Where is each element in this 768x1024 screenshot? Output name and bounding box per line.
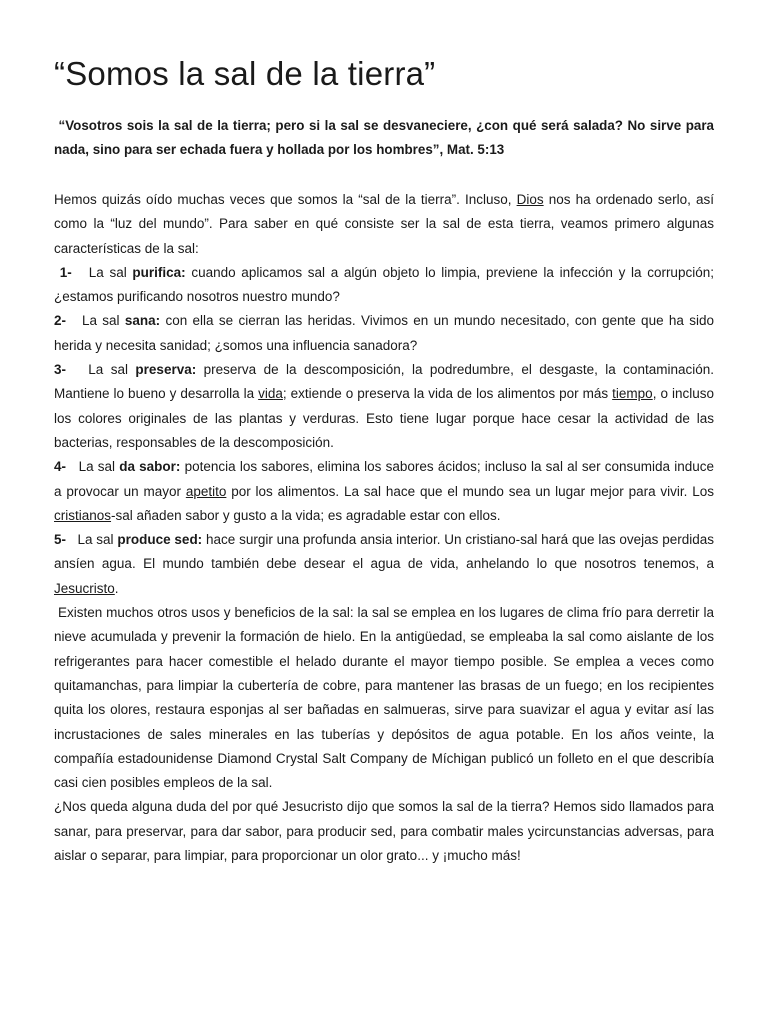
link-jesucristo[interactable]: Jesucristo	[54, 580, 115, 596]
item-keyword: purifica:	[132, 264, 186, 280]
link-apetito[interactable]: apetito	[185, 483, 227, 499]
list-item: 2- La sal sana: con ella se cierran las heridas. Vivimos en un mundo necesitado, con gente que ha sido herida y necesita sanidad; ¿somos una influencia sanadora?	[54, 313, 714, 353]
item-number: 2-	[54, 313, 67, 329]
closing-paragraph: ¿Nos queda alguna duda del por qué Jesucristo dijo que somos la sal de la tierra? Hemos sido llamados para sanar, para preservar, para dar sabor, para producir sed, para combatir males ycircunstancias adversas, para aislar o separar, para limpiar, para proporcionar un olor grato... y ¡mucho más!	[54, 799, 714, 864]
item-keyword: preserva:	[135, 362, 197, 378]
list-item: 1- La sal purifica: cuando aplicamos sal a algún objeto lo limpia, previene la infección y la corrupción; ¿estamos purificando nosotros nuestro mundo?	[54, 264, 714, 305]
link-cristianos[interactable]: cristianos	[54, 507, 112, 523]
item-keyword: produce sed:	[117, 532, 203, 548]
item-number: 5-	[54, 532, 67, 548]
item-keyword: sana:	[124, 313, 161, 329]
link-dios[interactable]: Dios	[516, 192, 544, 207]
list-item: 5- La sal produce sed: hace surgir una profunda ansia interior. Un cristiano-sal hará que las ovejas perdidas ansíen agua. El mundo también debe desear el agua de vida, anhelando lo que nosotros tenemos, a Jesucristo.	[54, 532, 714, 596]
item-number: 3-	[54, 362, 67, 378]
item-keyword: da sabor:	[119, 459, 181, 475]
list-item: 3- La sal preserva: preserva de la descomposición, la podredumbre, el desgaste, la contaminación. Mantiene lo bueno y desarrolla la vida; extiende o preserva la vida de los alimentos por más tiempo, o incluso los colores originales de las plantas y verduras. Esto tiene lugar porque hace cesar la actividad de las bacterias, responsables de la descomposición.	[54, 362, 714, 450]
list-item: 4- La sal da sabor: potencia los sabores, elimina los sabores ácidos; incluso la sal al ser consumida induce a provocar un mayor apetito por los alimentos. La sal hace que el mundo sea un lugar mejor para vivir. Los cristianos-sal añaden sabor y gusto a la vida; es agradable estar con ellos.	[54, 459, 714, 523]
uses-paragraph: Existen muchos otros usos y beneficios de la sal: la sal se emplea en los lugares de clima frío para derretir la nieve acumulada y prevenir la formación de hielo. En la antigüedad, se empleaba la sal como aislante de los refrigerantes para hacer comestible el helado durante el mayor tiempo posible. Se emplea a veces como quitamanchas, para limpiar la cubertería de cobre, para mantener las brasas de un fuego; en los recipientes quita los olores, restaura esponjas al ser bañadas en salmueras, sirve para suavizar el agua y evitar así las incrustaciones de sales minerales en las tuberías y depósitos de agua potable. En los años veinte, la compañía estadounidense Diamond Crystal Salt Company de Míchigan publicó un folleto en el que describía casi cien posibles empleos de la sal.	[54, 605, 714, 791]
intro-paragraph: Hemos quizás oído muchas veces que somos la “sal de la tierra”. Incluso, Dios nos ha ordenado serlo, así como la “luz del mundo”. Para saber en qué consiste ser la sal de esta tierra, veamos primero algunas características de la sal:	[54, 192, 715, 256]
epigraph-text: “Vosotros sois la sal de la tierra; pero si la sal se desvaneciere, ¿con qué será salada? No sirve para nada, sino para ser echada fuera y hollada por los hombres”, Mat. 5:13	[54, 118, 714, 157]
document-body	[54, 188, 714, 868]
link-vida[interactable]: vida	[258, 386, 283, 402]
item-number: 4-	[54, 459, 67, 475]
page-title: “Somos la sal de la tierra”	[54, 55, 436, 92]
link-tiempo[interactable]: tiempo	[612, 386, 653, 402]
item-number: 1-	[59, 264, 72, 280]
epigraph-quote	[54, 114, 714, 162]
